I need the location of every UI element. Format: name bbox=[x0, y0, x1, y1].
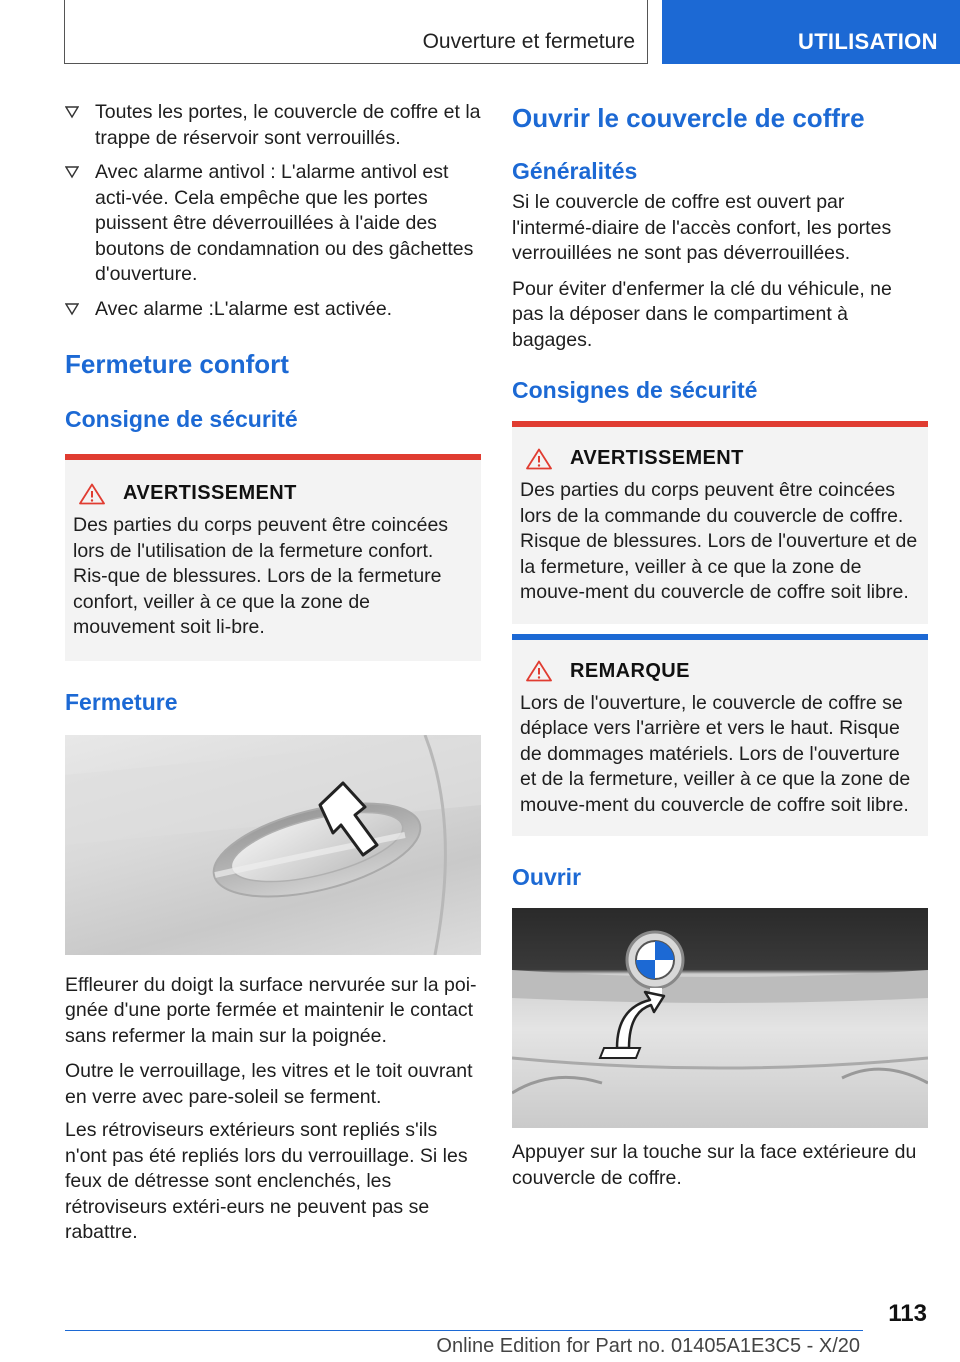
triangle-bullet-icon bbox=[65, 165, 79, 179]
warning-triangle-icon bbox=[526, 660, 552, 682]
heading-fermeture: Fermeture bbox=[65, 688, 178, 715]
paragraph-effleurer: Effleurer du doigt la surface nervurée sur la poi‐gnée d'une porte fermée et maintenir le contact sans refermer la main sur la poignée. bbox=[65, 973, 477, 1047]
heading-fermeture-confort: Fermeture confort bbox=[65, 349, 289, 379]
warning-title-row: AVERTISSEMENT bbox=[520, 447, 920, 470]
list-item: Avec alarme :L'alarme est activée. bbox=[65, 297, 481, 323]
header-section-title: Ouverture et fermeture bbox=[422, 30, 635, 53]
list-item: Avec alarme antivol : L'alarme antivol est acti‐vée. Cela empêche que les portes puissent être déverrouillées à l'aide des boutons de condamnation ou des gâchettes d'ouverture. bbox=[65, 160, 481, 288]
door-handle-image bbox=[65, 735, 481, 955]
warning-triangle-icon bbox=[79, 483, 105, 505]
door-handle-illustration bbox=[65, 735, 481, 955]
heading-ouvrir-couvercle: Ouvrir le couvercle de coffre bbox=[512, 103, 865, 133]
footer-edition: Online Edition for Part no. 01405A1E3C5 - X/20 bbox=[436, 1335, 860, 1357]
paragraph-acces-confort: Si le couvercle de coffre est ouvert par l'intermé‐diaire de l'accès confort, les portes verrouillées ne sont pas déverrouillées. bbox=[512, 191, 892, 264]
heading-generalites: Généralités bbox=[512, 158, 638, 184]
heading-consignes-securite: Consignes de sécurité bbox=[512, 377, 758, 403]
triangle-bullet-icon bbox=[65, 105, 79, 119]
warning-text: Des parties du corps peuvent être coincées lors de la commande du couvercle de coffre. Risque de blessures. Lors de l'ouverture et de la fermeture, veiller à ce que la zone de mouve‐ment du couvercle de coffre soit libre. bbox=[520, 479, 918, 603]
paragraph-retroviseurs: Les rétroviseurs extérieurs sont repliés s'ils n'ont pas été repliés lors du verrouillage. Si les feux de détresse sont enclenchés, les rétroviseurs extéri‐eurs ne peuvent pas se rabattre. bbox=[65, 1119, 468, 1243]
list-item: Toutes les portes, le couvercle de coffre et la trappe de réservoir sont verrouillés. bbox=[65, 100, 481, 151]
paragraph-cle: Pour éviter d'enfermer la clé du véhicule, ne pas la déposer dans le compartiment à bagages. bbox=[512, 277, 892, 351]
footer-divider bbox=[65, 1330, 863, 1331]
triangle-bullet-icon bbox=[65, 302, 79, 316]
trunk-button-image bbox=[512, 908, 928, 1128]
header-chapter-tab[interactable] bbox=[662, 0, 960, 64]
right-column bbox=[512, 100, 928, 1191]
warning-text: Des parties du corps peuvent être coincées lors de l'utilisation de la fermeture confort. Ris‐que de blessures. Lors de la fermeture confort, veiller à ce que la zone de mouvement soit li‐bre. bbox=[73, 514, 449, 638]
remark-box bbox=[512, 634, 928, 837]
remark-title-row: REMARQUE bbox=[520, 660, 920, 683]
trunk-lid-illustration bbox=[512, 908, 928, 1128]
heading-ouvrir: Ouvrir bbox=[512, 864, 582, 890]
warning-triangle-icon bbox=[526, 448, 552, 470]
warning-box bbox=[512, 421, 928, 624]
page-number: 113 bbox=[888, 1300, 927, 1327]
header-chapter-title: UTILISATION bbox=[798, 29, 938, 54]
warning-title-row: AVERTISSEMENT bbox=[73, 482, 473, 505]
paragraph-appuyer: Appuyer sur la touche sur la face extérieure du couvercle de coffre. bbox=[512, 1141, 917, 1189]
remark-text: Lors de l'ouverture, le couvercle de coffre se déplace vers l'arrière et vers le haut. Risque de dommages matériels. Lors de l'ouverture et de la fermeture, veiller à ce que la zone de mouve‐ment du couvercle de coffre soit libre. bbox=[520, 691, 911, 816]
left-column bbox=[65, 100, 481, 1246]
heading-consigne-securite: Consigne de sécurité bbox=[65, 406, 298, 432]
header-section-box bbox=[64, 0, 648, 64]
warning-box bbox=[65, 454, 481, 661]
bullet-list bbox=[65, 100, 481, 322]
paragraph-verrouillage: Outre le verrouillage, les vitres et le toit ouvrant en verre avec pare-soleil se ferment. bbox=[65, 1060, 473, 1108]
